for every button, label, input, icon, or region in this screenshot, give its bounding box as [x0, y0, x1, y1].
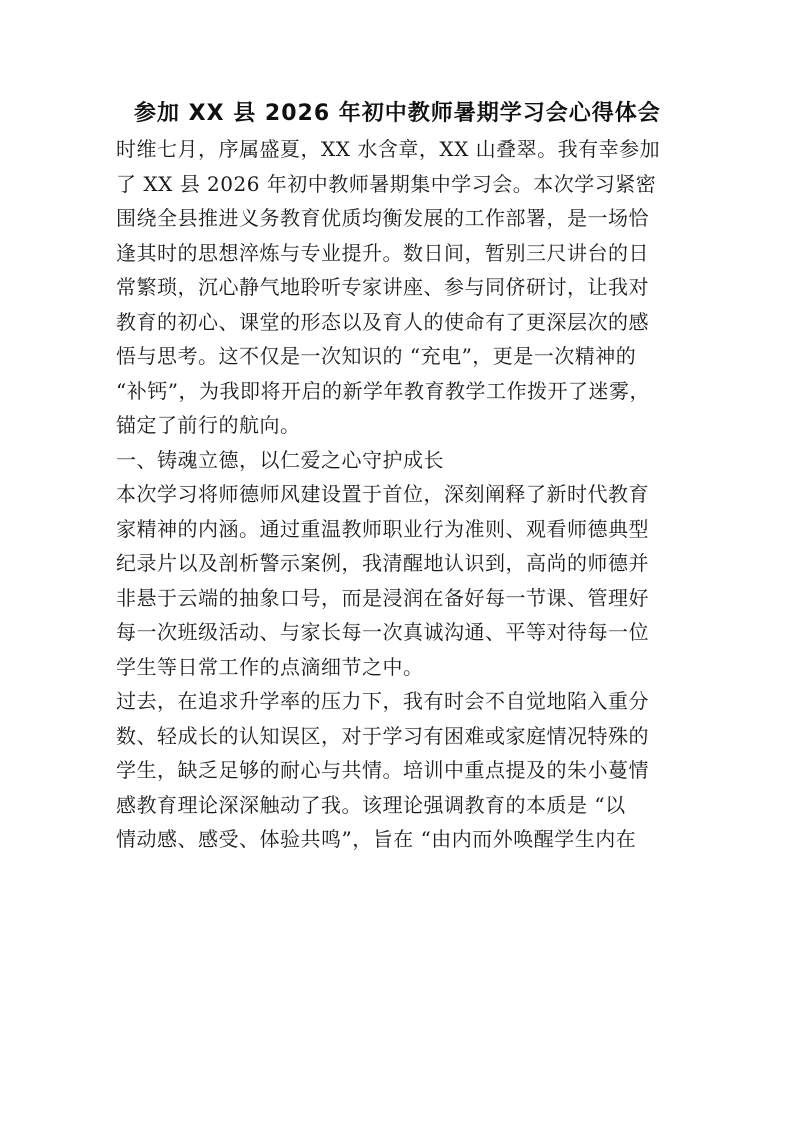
text-line: 每一次班级活动、与家长每一次真诚沟通、平等对待每一位: [116, 620, 649, 644]
text-line: 围绕全县推进义务教育优质均衡发展的工作部署，是一场恰: [116, 206, 649, 230]
document-title: 参加 XX 县 2026 年初中教师暑期学习会心得体会: [134, 101, 661, 126]
text-line: 过去，在追求升学率的压力下，我有时会不自觉地陷入重分: [116, 689, 649, 713]
text-line: 时维七月，序属盛夏，XX 水含章，XX 山叠翠。我有幸参加: [116, 137, 661, 161]
section-heading: [116, 443, 676, 478]
text-line: 教育的初心、课堂的形态以及育人的使命有了更深层次的感: [116, 309, 649, 334]
text-line: 情动感、感受、体验共鸣”，旨在 “由内而外唤醒学生内在: [116, 827, 637, 851]
text-line: “补钙”，为我即将开启的新学年教育教学工作拨开了迷雾，: [116, 378, 650, 403]
text-line: 非悬于云端的抽象口号，而是浸润在备好每一节课、管理好: [116, 585, 649, 610]
section1-paragraph-1: [116, 477, 676, 684]
text-line: 本次学习将师德师风建设置于首位，深刻阐释了新时代教育: [116, 482, 649, 506]
text-line: 数、轻成长的认知误区，对于学习有困难或家庭情况特殊的: [116, 723, 649, 748]
document-page: [116, 96, 676, 857]
text-line: 纪录片以及剖析警示案例，我清醒地认识到，高尚的师德并: [116, 551, 649, 575]
text-line: 学生，缺乏足够的耐心与共情。培训中重点提及的朱小蔓情: [116, 758, 649, 782]
text-line: 常繁琐，沉心静气地聆听专家讲座、参与同侪研讨，让我对: [116, 275, 649, 299]
text-line: 学生等日常工作的点滴细节之中。: [116, 654, 424, 679]
text-line: 感教育理论深深触动了我。该理论强调教育的本质是 “以: [116, 792, 626, 817]
text-line: 逢其时的思想淬炼与专业提升。数日间，暂别三尺讲台的日: [116, 240, 649, 265]
text-line: 悟与思考。这不仅是一次知识的 “充电”，更是一次精神的: [116, 344, 637, 368]
intro-paragraph: [116, 132, 676, 443]
section1-paragraph-2: [116, 684, 676, 857]
text-line: 锚定了前行的航向。: [116, 413, 301, 437]
text-line: 了 XX 县 2026 年初中教师暑期集中学习会。本次学习紧密: [116, 171, 657, 196]
text-line: 家精神的内涵。通过重温教师职业行为准则、观看师德典型: [116, 516, 649, 541]
section-heading-text: 一、铸魂立德，以仁爱之心守护成长: [116, 447, 444, 472]
